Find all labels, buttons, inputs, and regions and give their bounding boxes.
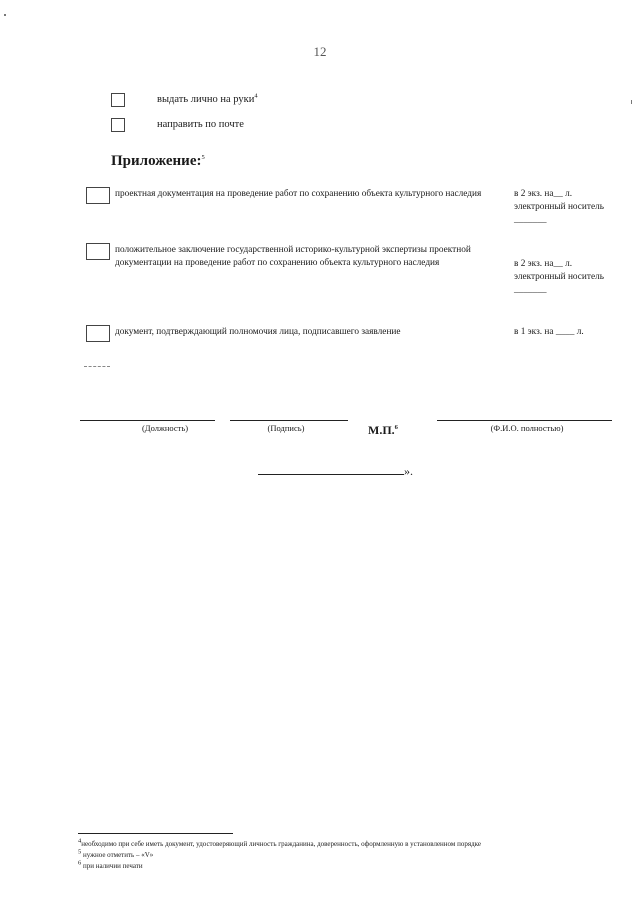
appendix-item-copies: в 2 экз. на__ л. электронный носитель _______ <box>514 189 604 225</box>
date-line-suffix: ». <box>404 464 413 478</box>
appendix-item-checkbox[interactable] <box>86 187 110 204</box>
name-caption: (Ф.И.О. полностью) <box>490 423 564 433</box>
page-number: 12 <box>313 44 327 59</box>
footnote-5 <box>78 850 153 860</box>
stamp-label <box>368 423 398 438</box>
appendix-item-checkbox[interactable] <box>86 243 110 260</box>
deliver-in-person-option <box>157 94 258 105</box>
appendix-title-text: Приложение: <box>111 153 202 169</box>
footnote-text: при наличии печати <box>83 862 143 870</box>
appendix-item-text: документ, подтверждающий полномочия лица, подписавшего заявление <box>115 327 401 337</box>
footnote-number: 5 <box>78 848 82 856</box>
signature-line <box>230 420 348 421</box>
footnote-4 <box>78 839 481 849</box>
scan-speck <box>631 100 632 104</box>
stamp-label-text: М.П. <box>368 423 395 437</box>
appendix-item-text: проектная документация на проведение работ по сохранению объекта культурного наследия <box>115 189 482 199</box>
send-by-mail-label: направить по почте <box>157 119 244 130</box>
footnote-text: нужное отметить – «V» <box>83 851 154 859</box>
footnote-ref: 6 <box>394 424 398 431</box>
appendix-item-copies: в 1 экз. на ____ л. <box>514 327 584 337</box>
appendix-item-copies: в 2 экз. на__ л. электронный носитель _______ <box>514 259 604 295</box>
send-by-mail-checkbox[interactable] <box>111 118 125 132</box>
footnote-text: необходимо при себе иметь документ, удостоверяющий личность гражданина, доверенность, оформленную в установленном порядке <box>81 840 481 848</box>
footnote-6 <box>78 861 143 871</box>
date-line <box>258 474 404 475</box>
scan-artifact <box>84 366 110 367</box>
position-caption: (Должность) <box>141 423 189 433</box>
name-line <box>437 420 612 421</box>
footnote-number: 6 <box>78 859 82 867</box>
footnote-separator <box>78 833 233 834</box>
appendix-title <box>111 153 205 170</box>
position-line <box>80 420 215 421</box>
footnote-ref: 5 <box>201 154 205 161</box>
footnote-ref: 4 <box>254 92 258 100</box>
deliver-in-person-checkbox[interactable] <box>111 93 125 107</box>
appendix-item-checkbox[interactable] <box>86 325 110 342</box>
footnote-number: 4 <box>78 837 82 845</box>
signature-caption: (Подпись) <box>267 423 305 433</box>
scan-speck <box>4 14 6 16</box>
appendix-item-text: положительное заключение государственной историко-культурной экспертизы проектной документации на проведение работ по сохранению объекта культурного наследия <box>115 245 471 268</box>
deliver-in-person-label: выдать лично на руки <box>157 94 255 105</box>
